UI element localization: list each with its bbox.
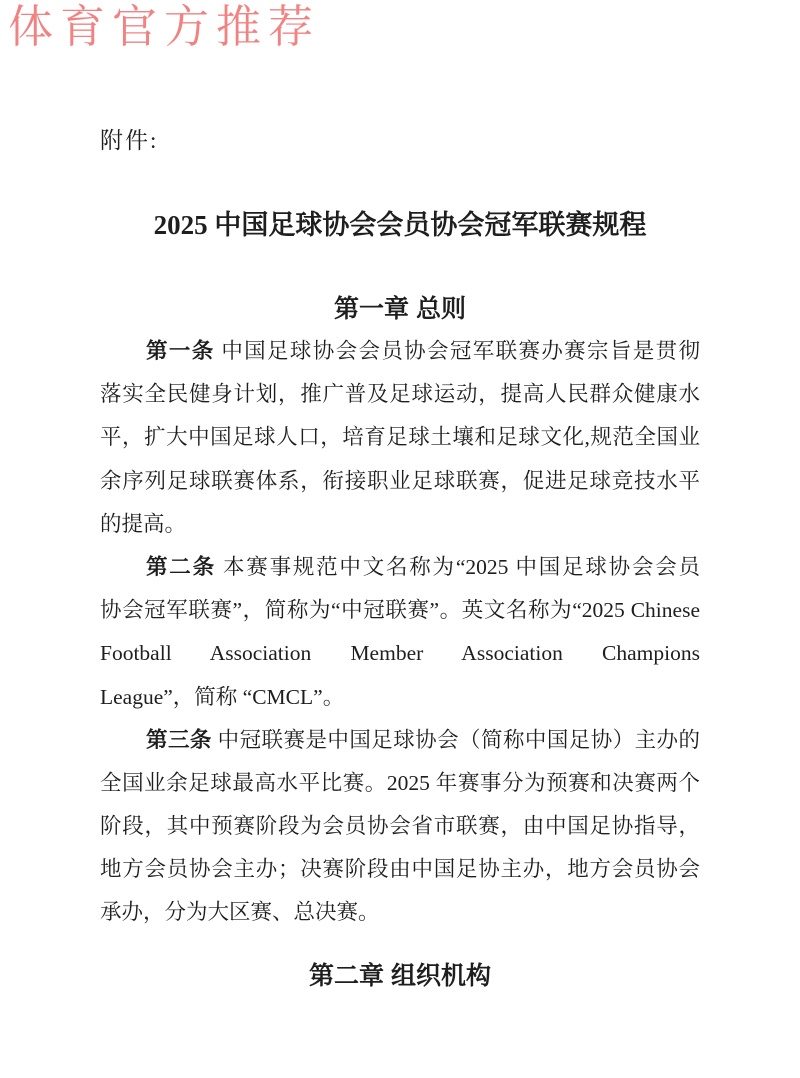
article-2-line-3: Football Association Member Association Champions: [100, 641, 700, 666]
article-1-line-4: 余序列足球联赛体系，衔接职业足球联赛，促进足球竞技水平: [100, 468, 700, 493]
article-1-line-1: [100, 330, 700, 373]
article-3-line-4: 地方会员协会主办；决赛阶段由中国足协主办，地方会员协会: [100, 857, 700, 882]
article-3-line-1: [100, 719, 700, 762]
article-2-line-1: [100, 546, 700, 589]
article-1-opening: 中国足球协会会员协会冠军联赛办赛宗旨是贯彻: [221, 339, 700, 363]
article-2-opening: 本赛事规范中文名称为“2025 中国足球协会会员: [223, 554, 700, 579]
article-1-line-3: 平，扩大中国足球人口，培育足球土壤和足球文化,规范全国业: [100, 425, 700, 450]
article-3-opening: 中冠联赛是中国足球协会（简称中国足协）主办的: [217, 727, 700, 752]
article-1-line-2: 落实全民健身计划，推广普及足球运动，提高人民群众健康水: [100, 382, 700, 407]
article-3-line-5: 承办，分为大区赛、总决赛。: [100, 900, 380, 925]
article-3-line-2: 全国业余足球最高水平比赛。2025 年赛事分为预赛和决赛两个: [100, 770, 700, 795]
article-1-line-5: 的提高。: [100, 511, 187, 536]
document-body: [100, 330, 700, 935]
article-2-line-2: 协会冠军联赛”，简称为“中冠联赛”。英文名称为“2025 Chinese: [100, 598, 700, 623]
watermark-text: 体育官方推荐: [8, 2, 321, 52]
chapter-2-heading: 第二章 组织机构: [309, 962, 491, 990]
article-3-term: 第三条: [146, 727, 212, 752]
chapter-1-heading: 第一章 总则: [334, 295, 466, 323]
attachment-label: 附件:: [100, 128, 159, 153]
article-1-term: 第一条: [146, 339, 215, 363]
article-3-line-3: 阶段，其中预赛阶段为会员协会省市联赛，由中国足协指导，: [100, 814, 700, 839]
article-2-line-4: League”，简称 “CMCL”。: [100, 684, 345, 709]
article-2-term: 第二条: [146, 554, 216, 579]
document-title: 2025 中国足球协会会员协会冠军联赛规程: [153, 210, 647, 240]
